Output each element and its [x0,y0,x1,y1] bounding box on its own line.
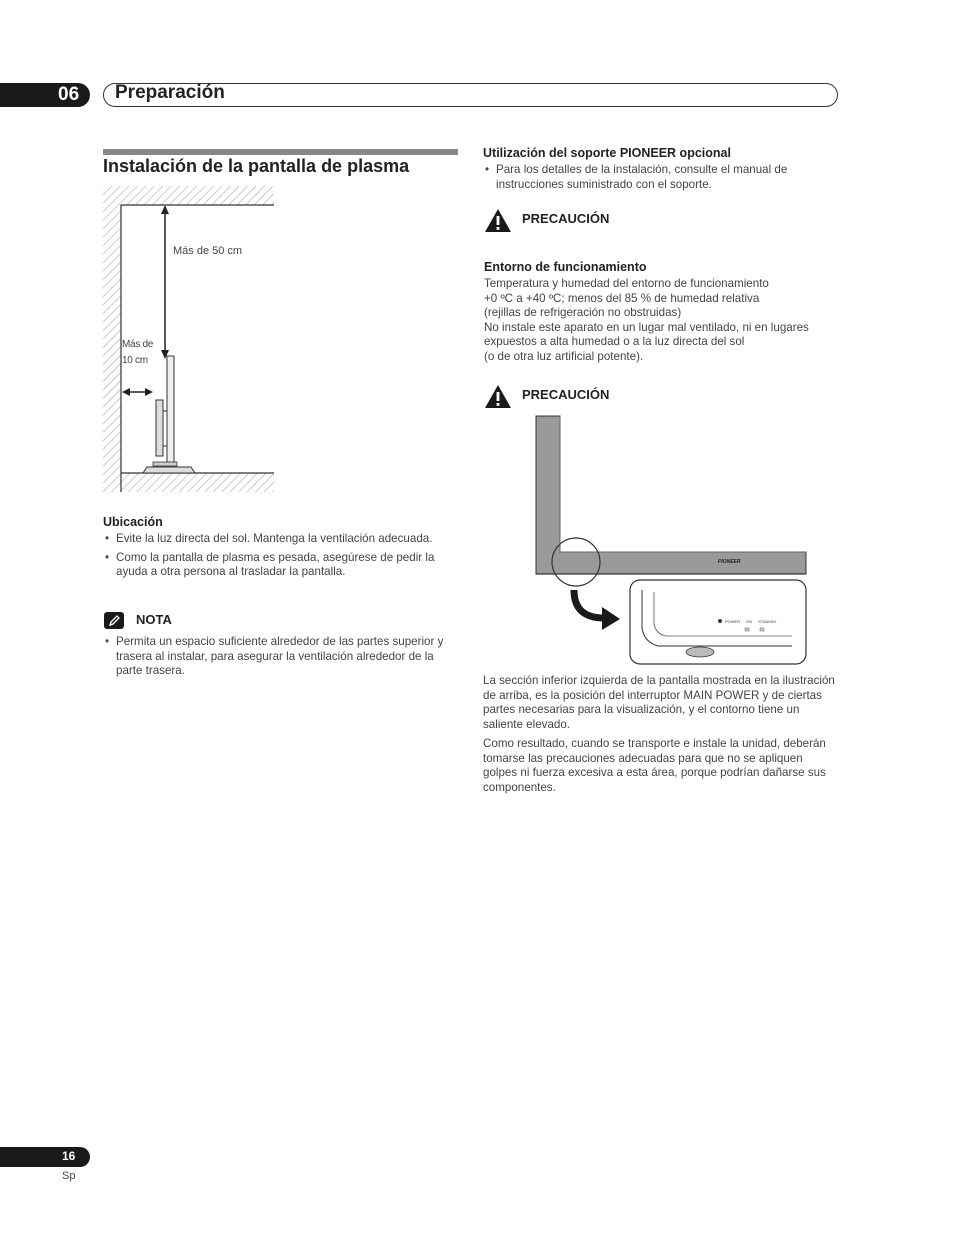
ubicacion-list [103,532,458,584]
list-item: • Evite la luz directa del sol. Mantenga la ventilación adecuada. [103,532,458,547]
caution-label-2: PRECAUCIÓN [522,387,610,402]
stand-list [483,163,833,196]
power-label: POWER [725,619,741,624]
caution-label-1: PRECAUCIÓN [522,211,610,226]
environment-line: expuestos a alta humedad o a la luz directa del sol [484,335,745,349]
ubicacion-heading: Ubicación [103,515,163,529]
stand-heading: Utilización del soporte PIONEER opcional [483,146,731,160]
environment-text [484,277,834,365]
environment-line: Temperatura y humedad del entorno de funcionamiento [484,277,769,290]
warning-icon [484,384,512,409]
standby-label: STANDBY [758,619,777,624]
page-language: Sp [62,1170,76,1182]
environment-line: +0 ºC a +40 ºC; menos del 85 % de humedad relativa [484,291,760,305]
label-side-clearance-2: 10 cm [122,355,148,366]
environment-line: (rejillas de refrigeración no obstruidas) [484,306,682,320]
note-icon [104,612,124,629]
page-number-tab [0,1147,90,1167]
chapter-title: Preparación [115,82,225,103]
section-title: Instalación de la pantalla de plasma [103,156,410,176]
on-label: ON [746,619,752,624]
chapter-number: 06 [58,84,80,105]
label-side-clearance-1: Más de [122,339,153,350]
page-number: 16 [62,1149,76,1163]
environment-line: No instale este aparato en un lugar mal ventilado, ni en lugares [484,320,809,334]
label-top-clearance: Más de 50 cm [173,245,243,257]
environment-line: (o de otra luz artificial potente). [484,349,644,363]
note-label: NOTA [136,612,172,627]
panel-corner-diagram [530,414,812,668]
paragraph-2: Como resultado, cuando se transporte e instale la unidad, deberán tomarse las precauciones adecuadas para que no se apliquen golpes ni fuerza excesiva a esta área, porque podrían dañarse sus componentes. [483,737,826,794]
list-item: • Permita un espacio suficiente alrededor de las partes superior y trasera al instalar, para asegurar la ventilación alrededor de la parte trasera. [103,635,458,679]
section-bar [103,149,458,155]
paragraph-1: La sección inferior izquierda de la pantalla mostrada en la ilustración de arriba, es la posición del interruptor MAIN POWER y de ciertas partes necesarias para la visualización, y el contorno tiene un saliente elevado. [483,674,835,731]
environment-heading: Entorno de funcionamiento [484,260,647,274]
list-item: • Como la pantalla de plasma es pesada, asegúrese de pedir la ayuda a otra persona al trasladar la pantalla. [103,551,458,580]
list-item: • Para los detalles de la instalación, consulte el manual de instrucciones suministrado con el soporte. [483,163,833,192]
note-list [103,635,458,683]
brand-logo: PIONEER [718,559,741,565]
warning-icon [484,208,512,233]
